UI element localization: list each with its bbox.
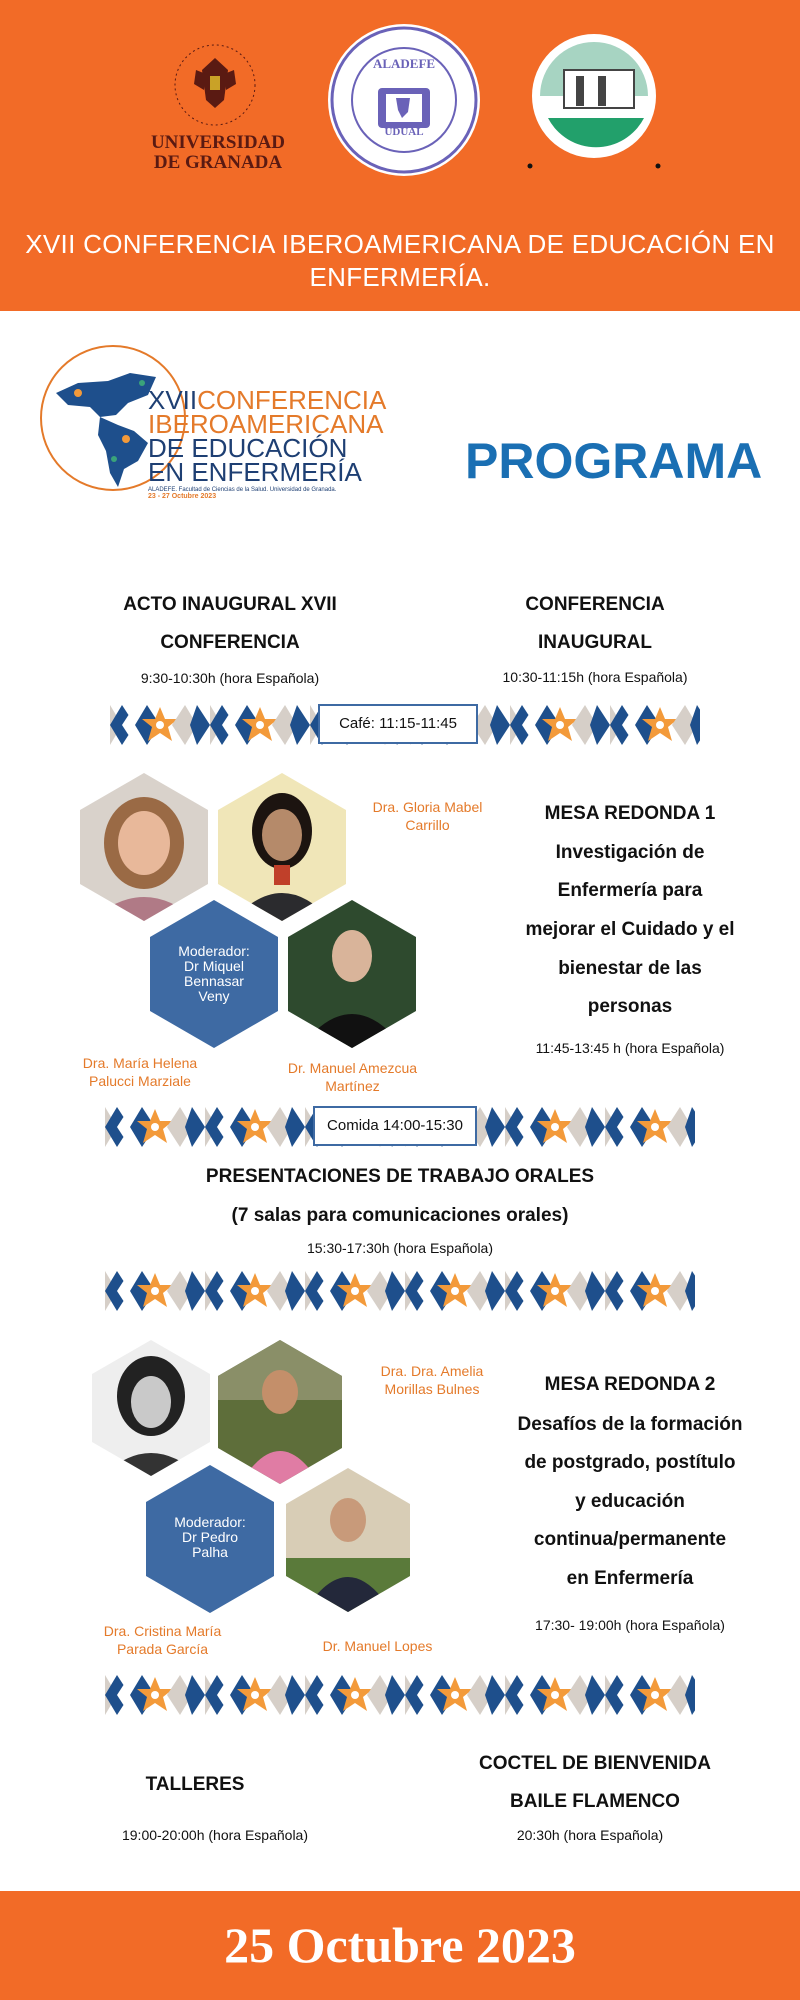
speaker-name-palucci: Dra. María Helena Palucci Marziale [82,1055,198,1089]
speaker-name-lopes: Dr. Manuel Lopes [322,1638,433,1654]
coffee-break-label: Café: 11:15-11:45 [318,704,478,744]
moderator-1-name-a: Dr Miquel [184,958,244,974]
mesa1-time: 11:45-13:45 h (hora Española) [535,1040,725,1056]
speaker-photo-palucci [80,773,208,921]
moderator-1-text [150,944,278,1004]
mesa2-topic-4: continua/permanente [533,1529,727,1550]
logo-dates: 23 - 27 Octubre 2023 [148,493,217,500]
logo-de-educacion: DE EDUCACIÓN [148,433,348,463]
faculty-logo [524,16,672,180]
acto-inaugural-line2: CONFERENCIA [160,632,300,653]
logo-subtitle: ALADEFE. Facultad de Ciencias de la Salud. Universidad de Granada. [148,487,337,493]
moderator-2-name-b: Palha [192,1544,228,1560]
orales-heading: PRESENTACIONES DE TRABAJO ORALES [205,1166,595,1187]
mesa1-topic-1: Investigación de [555,842,705,863]
moderator-2-label: Moderador: [174,1514,246,1530]
orales-subheading: (7 salas para comunicaciones orales) [231,1205,569,1226]
logo-en-enfermeria: EN ENFERMERÍA [148,457,362,487]
coctel-heading: COCTEL DE BIENVENIDA [479,1753,711,1774]
mesa1-topic-3: mejorar el Cuidado y el [525,919,735,940]
logo-iberoamericana: IBEROAMERICANA [148,409,384,439]
speaker-photo-amezcua [288,900,416,1048]
mesa2-heading: MESA REDONDA 2 [544,1374,716,1395]
acto-inaugural-time: 9:30-10:30h (hora Española) [140,670,320,686]
udual-label: UDUAL [384,126,424,138]
event-date: 25 Octubre 2023 [224,1917,576,1973]
conferencia-inaugural-time: 10:30-11:15h (hora Española) [502,669,688,685]
lunch-break-label: Comida 14:00-15:30 [313,1106,477,1146]
aladefe-label: ALADEFE [372,56,436,71]
speaker-photo-carrillo [218,773,346,921]
conference-title: XVII CONFERENCIA IBEROAMERICANA DE EDUCACIÓN EN ENFERMERÍA. [25,229,775,292]
mesa1-topic-2: Enfermería para [557,880,703,901]
speaker-name-morillas: Dra. Dra. Amelia Morillas Bulnes [380,1363,484,1397]
mesa1-topic-5: personas [587,996,673,1017]
university-seal-logo [170,40,260,130]
moderator-2-text [146,1515,274,1560]
speaker-photo-lopes [286,1468,410,1612]
mesa1-heading: MESA REDONDA 1 [544,803,716,824]
aladefe-seal-logo [326,22,482,178]
speaker-name-parada: Dra. Cristina María Parada García [103,1623,222,1657]
talleres-time: 19:00-20:00h (hora Española) [121,1827,309,1843]
acto-inaugural-line1: ACTO INAUGURAL XVII [123,594,337,615]
mesa2-topic-3: y educación [575,1491,685,1512]
speaker-name-amezcua: Dr. Manuel Amezcua Martínez [287,1060,418,1094]
moderator-2-name-a: Dr Pedro [181,1529,239,1545]
mesa2-topic-1: Desafíos de la formación [517,1414,743,1435]
talleres-heading: TALLERES [145,1774,245,1795]
logo-conferencia: CONFERENCIA [197,385,387,415]
flamenco-heading: BAILE FLAMENCO [510,1791,680,1812]
mesa2-topic-2: de postgrado, postítulo [524,1452,736,1473]
mesa2-topic-5: en Enfermería [566,1568,694,1589]
mesa1-topic-4: bienestar de las [558,958,702,979]
speaker-name-carrillo: Dra. Gloria Mabel Carrillo [372,799,483,833]
university-name: UNIVERSIDAD DE GRANADA [150,132,286,173]
moderator-1-name-b: Bennasar [184,973,244,989]
speaker-photo-parada [92,1340,210,1476]
moderator-1-label: Moderador: [178,943,250,959]
conferencia-inaugural-line1: CONFERENCIA [525,594,665,615]
conferencia-inaugural-line2: INAUGURAL [538,632,652,653]
speaker-photo-morillas [218,1340,342,1484]
conference-logo-text [148,385,388,500]
logo-xvii: XVII [148,385,198,415]
mosaic-divider [105,1675,695,1715]
programa-heading: PROGRAMA [465,433,763,489]
mesa2-time: 17:30- 19:00h (hora Española) [535,1617,725,1633]
mosaic-divider [105,1271,695,1311]
coctel-time: 20:30h (hora Española) [516,1827,664,1843]
orales-time: 15:30-17:30h (hora Española) [306,1240,494,1256]
moderator-1-name-c: Veny [198,988,230,1004]
